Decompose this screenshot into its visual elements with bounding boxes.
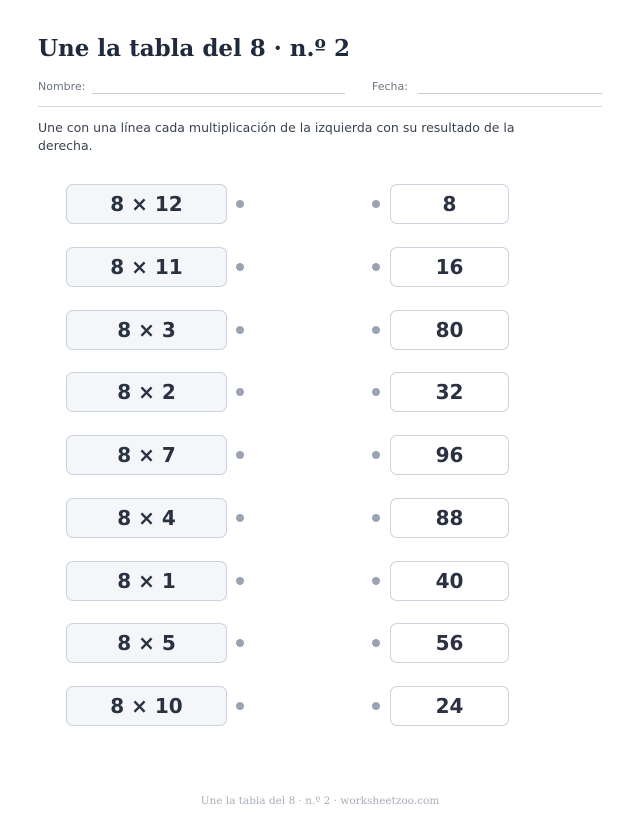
left-item-box: 8 × 1 [66, 561, 227, 601]
instructions-text: Une con una línea cada multiplicación de la izquierda con su resultado de la derecha. [38, 120, 515, 153]
right-connector-dot[interactable] [372, 639, 380, 647]
right-item-box: 24 [390, 686, 509, 726]
left-item-box: 8 × 12 [66, 184, 227, 224]
left-connector-dot[interactable] [236, 451, 244, 459]
right-connector-dot[interactable] [372, 263, 380, 271]
date-label: Fecha: [372, 80, 408, 93]
right-item-box: 40 [390, 561, 509, 601]
right-item-box: 32 [390, 372, 509, 412]
left-connector-dot[interactable] [236, 639, 244, 647]
left-connector-dot[interactable] [236, 577, 244, 585]
worksheet-title: Une la tabla del 8 · n.º 2 [38, 35, 351, 62]
right-connector-dot[interactable] [372, 200, 380, 208]
left-connector-dot[interactable] [236, 514, 244, 522]
right-item-box: 96 [390, 435, 509, 475]
left-connector-dot[interactable] [236, 388, 244, 396]
left-item-box: 8 × 4 [66, 498, 227, 538]
right-connector-dot[interactable] [372, 326, 380, 334]
right-item-box: 88 [390, 498, 509, 538]
header-divider [38, 106, 602, 107]
left-connector-dot[interactable] [236, 200, 244, 208]
right-item-box: 16 [390, 247, 509, 287]
left-item-box: 8 × 2 [66, 372, 227, 412]
left-item-box: 8 × 5 [66, 623, 227, 663]
left-connector-dot[interactable] [236, 702, 244, 710]
date-field-line[interactable] [418, 93, 602, 94]
left-connector-dot[interactable] [236, 326, 244, 334]
name-label: Nombre: [38, 80, 86, 93]
name-field-line[interactable] [92, 93, 345, 94]
left-connector-dot[interactable] [236, 263, 244, 271]
left-item-box: 8 × 7 [66, 435, 227, 475]
left-item-box: 8 × 11 [66, 247, 227, 287]
right-connector-dot[interactable] [372, 388, 380, 396]
left-item-box: 8 × 3 [66, 310, 227, 350]
right-item-box: 56 [390, 623, 509, 663]
right-connector-dot[interactable] [372, 577, 380, 585]
page-footer: Une la tabla del 8 · n.º 2 · worksheetzoo.com [200, 795, 440, 807]
left-item-box: 8 × 10 [66, 686, 227, 726]
right-connector-dot[interactable] [372, 451, 380, 459]
right-item-box: 80 [390, 310, 509, 350]
right-item-box: 8 [390, 184, 509, 224]
right-connector-dot[interactable] [372, 514, 380, 522]
right-connector-dot[interactable] [372, 702, 380, 710]
